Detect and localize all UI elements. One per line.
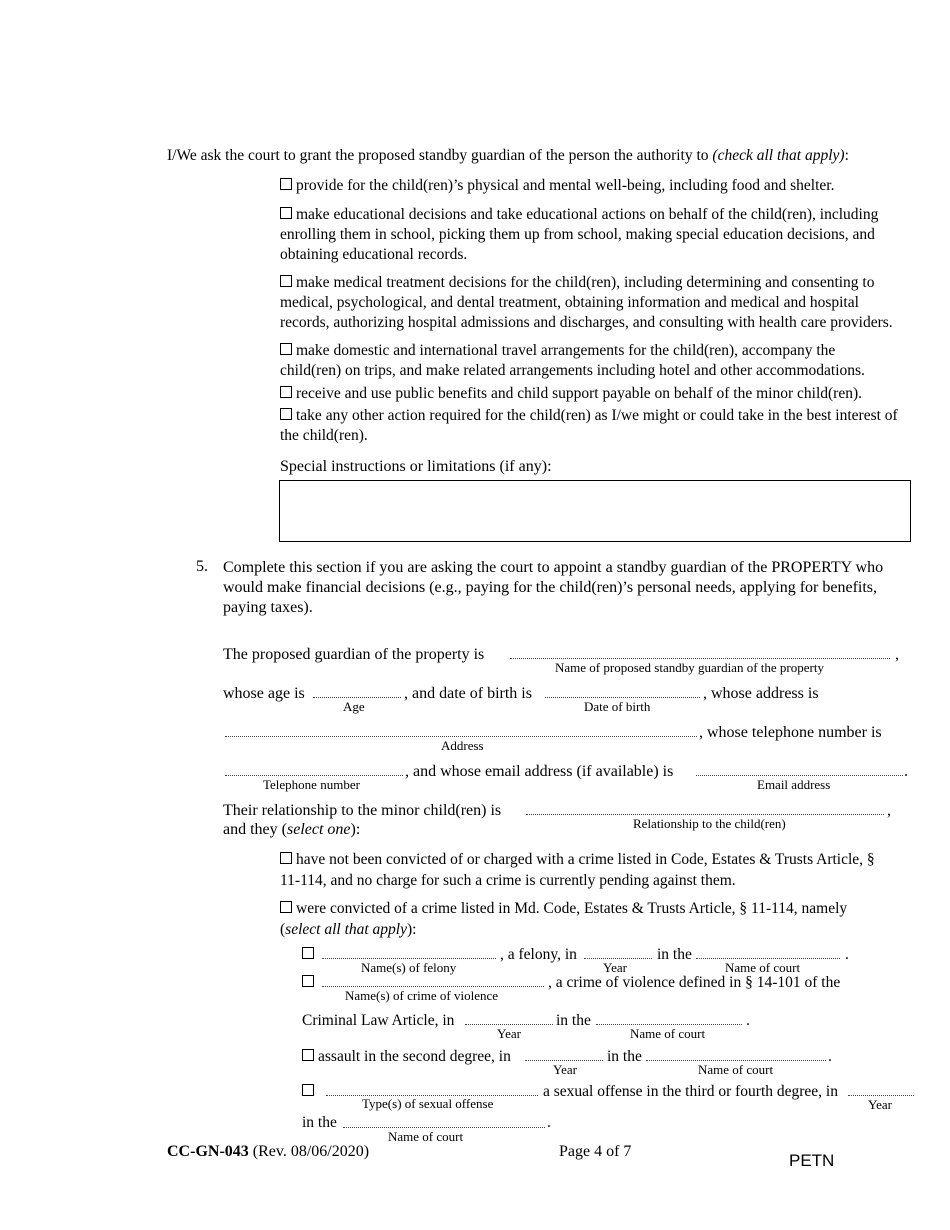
- sexual-offense-court-label: in the: [302, 1114, 337, 1131]
- telephone-field[interactable]: [225, 775, 403, 776]
- age-field[interactable]: [313, 697, 401, 698]
- special-instructions-label: Special instructions or limitations (if any):: [280, 458, 552, 475]
- violence-court-field[interactable]: [596, 1024, 742, 1025]
- checkbox[interactable]: [280, 386, 292, 398]
- select-one-label: and they (select one):: [223, 821, 361, 838]
- violence-row: [302, 974, 318, 992]
- assault-court-field[interactable]: [646, 1060, 826, 1061]
- authority-item-4: make domestic and international travel arrangements for the child(ren), accompany the child(ren) on trips, and make related arrangements including hotel and other accommodations.: [280, 342, 865, 379]
- authority-item-5: receive and use public benefits and child support payable on behalf of the minor child(ren).: [280, 384, 910, 404]
- checkbox[interactable]: [280, 852, 292, 864]
- checkbox[interactable]: [302, 1084, 314, 1096]
- dob-field[interactable]: [545, 697, 700, 698]
- checkbox[interactable]: [302, 947, 314, 959]
- sexual-offense-court-field[interactable]: [343, 1127, 545, 1128]
- checkbox[interactable]: [280, 207, 292, 219]
- form-code: PETN: [789, 1151, 835, 1170]
- guardian-label: The proposed guardian of the property is: [223, 646, 485, 663]
- violence-year-field[interactable]: [465, 1024, 553, 1025]
- special-instructions-box[interactable]: [279, 480, 911, 542]
- option-not-convicted: have not been convicted of or charged with a crime listed in Code, Estates & Trusts Article, § 11-114, and no charge for such a crime is currently pending against them.: [280, 851, 875, 889]
- checkbox[interactable]: [280, 901, 292, 913]
- checkbox[interactable]: [280, 408, 292, 420]
- authority-item-6: take any other action required for the child(ren) as I/we might or could take in the best interest of the child(ren).: [280, 407, 898, 444]
- checkbox[interactable]: [280, 343, 292, 355]
- relationship-field[interactable]: [526, 814, 884, 815]
- section-number: 5.: [196, 558, 208, 575]
- checkbox[interactable]: [302, 975, 314, 987]
- guardian-name-caption: Name of proposed standby guardian of the property: [555, 660, 824, 675]
- relationship-label: Their relationship to the minor child(ren) is: [223, 802, 502, 819]
- felony-court-field[interactable]: [696, 958, 840, 959]
- email-field[interactable]: [696, 775, 903, 776]
- checkbox[interactable]: [280, 178, 292, 190]
- page-number: Page 4 of 7: [559, 1143, 632, 1160]
- section-5-text: Complete this section if you are asking the court to appoint a standby guardian of the PROPERTY who would make financial decisions (e.g., paying for the child(ren)’s personal needs, applying for benefits, paying taxes).: [223, 559, 884, 616]
- criminal-law-label: Criminal Law Article, in: [302, 1012, 455, 1029]
- authority-item-1: provide for the child(ren)’s physical and mental well-being, including food and shelter.: [280, 176, 910, 196]
- checkbox[interactable]: [280, 275, 292, 287]
- sexual-offense-row: [302, 1083, 318, 1101]
- assault-year-field[interactable]: [525, 1060, 603, 1061]
- violence-name-field[interactable]: [322, 986, 544, 987]
- sexual-offense-year-field[interactable]: [848, 1095, 914, 1096]
- checkbox[interactable]: [302, 1049, 314, 1061]
- age-label: whose age is: [223, 685, 305, 702]
- guardian-name-field[interactable]: [510, 658, 890, 659]
- felony-year-field[interactable]: [584, 958, 652, 959]
- authority-item-2: make educational decisions and take educational actions on behalf of the child(ren), including enrolling them in school, picking them up from school, making special education decisions, and obtaining educational records.: [280, 206, 879, 263]
- option-convicted: were convicted of a crime listed in Md. Code, Estates & Trusts Article, § 11-114, namely (select all that apply):: [280, 900, 848, 938]
- felony-row: [302, 946, 318, 964]
- felony-name-field[interactable]: [322, 958, 496, 959]
- dob-label: , and date of birth is: [404, 685, 532, 702]
- form-id: CC-GN-043 (Rev. 08/06/2020): [167, 1143, 370, 1160]
- assault-row: assault in the second degree, in: [302, 1048, 511, 1066]
- authority-item-3: make medical treatment decisions for the child(ren), including determining and consenting to medical, psychological, and dental treatment, obtaining information and medical and hospital records, authorizing hospital admissions and discharges, and consulting with health care providers.: [280, 274, 893, 331]
- intro-text: I/We ask the court to grant the proposed standby guardian of the person the authority to (check all that apply):: [167, 147, 849, 164]
- address-field[interactable]: [225, 736, 697, 737]
